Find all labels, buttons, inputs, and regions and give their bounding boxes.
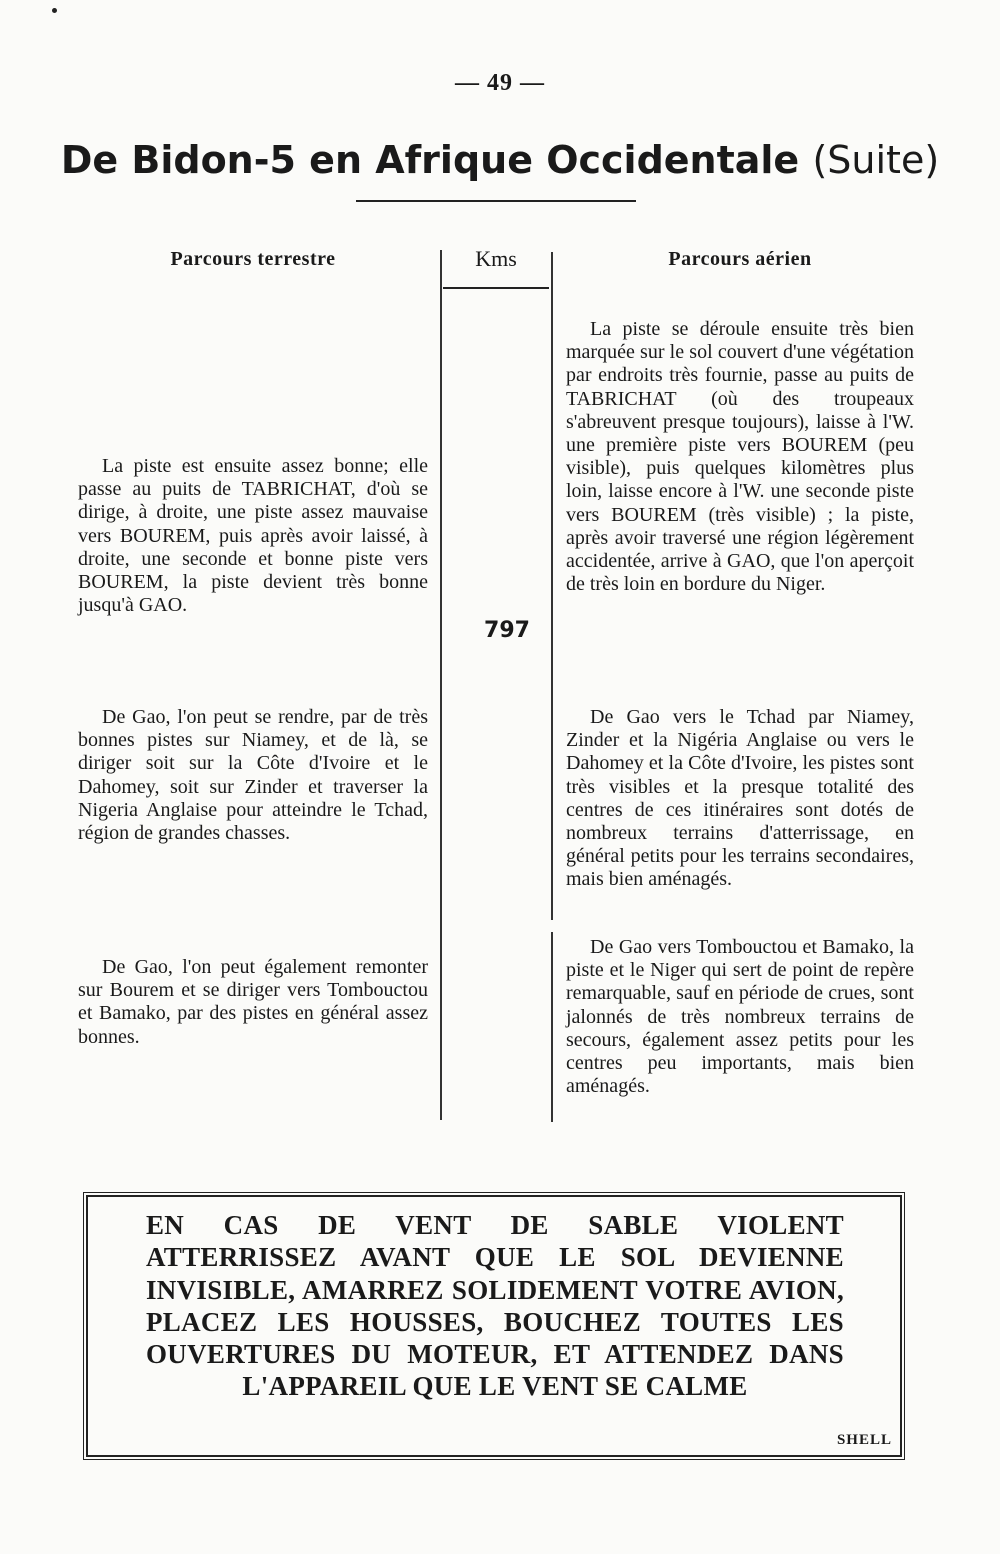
page-number: — 49 — xyxy=(455,70,545,96)
page-title xyxy=(0,138,1000,182)
warning-signature: SHELL xyxy=(836,1432,892,1448)
sandstorm-warning-box xyxy=(86,1195,902,1457)
column-header-land-route: Parcours terrestre xyxy=(170,248,336,270)
print-speck xyxy=(52,8,57,13)
land-route-paragraph: De Gao, l'on peut également remonter sur Bourem et se diriger vers Tombouctou et Bamako, par des pistes en général assez bonnes. xyxy=(78,956,428,1048)
column-header-air-route: Parcours aérien xyxy=(668,248,812,270)
air-route-paragraph: De Gao vers Tombouctou et Bamako, la piste et le Niger qui sert de point de repère remarquable, sauf en période de crues, sont jalonnés de très nombreux terrains de secours, également assez petits pour les centres peu importants, mais bien aménagés. xyxy=(566,936,914,1098)
warning-text: EN CAS DE VENT DE SABLE VIOLENT ATTERRISSEZ AVANT QUE LE SOL DEVIENNE INVISIBLE, AMARREZ SOLIDEMENT VOTRE AVION, PLACEZ LES HOUSSES, BOUCHEZ TOUTES LES OUVERTURES DU MOTEUR, ET ATTENDEZ DANS L'APPAREIL QUE LE VENT SE CALME xyxy=(146,1210,844,1402)
column-divider-right-lower xyxy=(551,932,553,1122)
air-route-paragraph: De Gao vers le Tchad par Niamey, Zinder et la Nigéria Anglaise ou vers le Dahomey et la Côte d'Ivoire, les pistes sont très visibles et la presque totalité des centres de ces itinéraires sont dotés de nombreux terrains d'atterrissage, en général petits pour les terrains secondaires, mais bien aménagés. xyxy=(566,706,914,891)
title-underline xyxy=(356,200,636,202)
title-suffix: (Suite) xyxy=(812,138,940,182)
title-main: De Bidon-5 en Afrique Occidentale xyxy=(60,138,800,182)
column-divider-left xyxy=(440,250,442,1120)
land-route-paragraph: De Gao, l'on peut se rendre, par de très bonnes pistes sur Niamey, et de là, se diriger soit sur la Côte d'Ivoire et le Dahomey, soit sur Zinder et traverser la Nigeria Anglaise pour atteindre le Tchad, région de grandes chasses. xyxy=(78,706,428,845)
land-route-paragraph: La piste est ensuite assez bonne; elle passe au puits de TABRICHAT, d'où se dirige, à droite, une piste assez mauvaise vers BOUREM, puis après avoir laissé, à droite, une seconde et bonne piste vers BOUREM, la piste devient très bonne jusqu'à GAO. xyxy=(78,455,428,617)
column-header-kms: Kms xyxy=(475,246,517,271)
distance-km: 797 xyxy=(484,618,530,643)
kms-header-rule xyxy=(443,287,549,289)
air-route-paragraph: La piste se déroule ensuite très bien marquée sur le sol couvert d'une végétation par endroits très fournie, passe au puits de TABRICHAT (où des troupeaux s'abreuvent presque toujours), laisse à l'W. une première piste vers BOUREM (peu visible), puis quelques kilomètres plus loin, laisse encore à l'W. une seconde piste vers BOUREM (très visible) ; la piste, après avoir traversé une région légèrement accidentée, arrive à GAO, que l'on aperçoit de très loin en bordure du Niger. xyxy=(566,318,914,596)
column-divider-right-upper xyxy=(551,252,553,920)
